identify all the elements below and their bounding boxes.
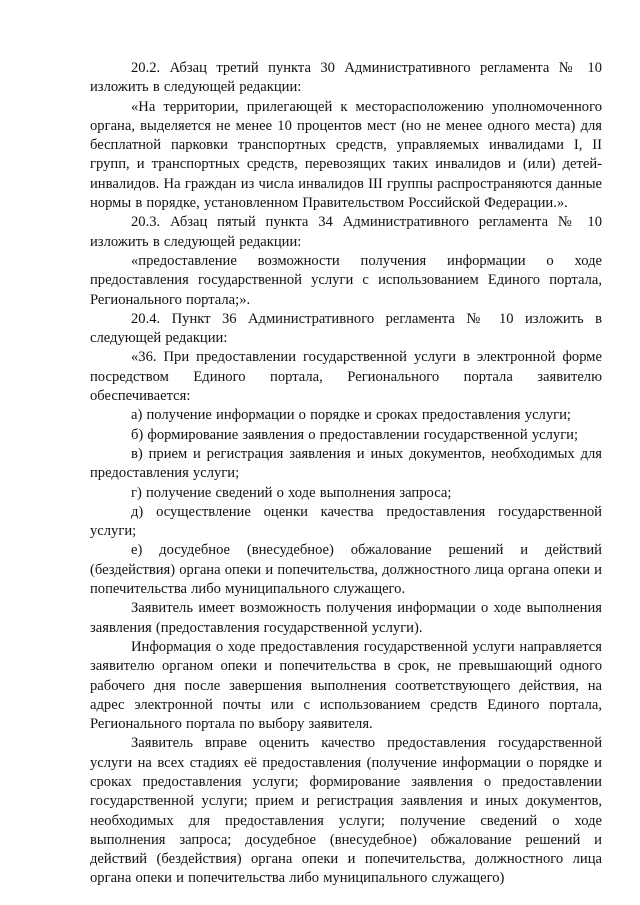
list-item-d: д) осуществление оценки качества предоставления государственной услуги; [90,503,602,540]
list-item-a: а) получение информации о порядке и сроках предоставления услуги; [131,407,571,424]
paragraph-applicant-info: Заявитель имеет возможность получения информации о ходе выполнения заявления (предоставления государственной услуги). [90,600,602,636]
document-body [90,59,602,889]
paragraph-quality-assessment: Заявитель вправе оценить качество предоставления государственной услуги на всех стадиях её предоставления (получение информации о порядке и сроках предоставления услуги; формирование заявления о предоставлении государственной услуги; прием и регистрация заявления и иных документов, необходимых для предоставления услуги; получение сведений о ходе выполнения запроса; досудебное (внесудебное) обжалование решений и действий (бездействия) органа опеки и попечительства, должностного лица органа опеки и попечительства либо муниципального служащего) [90,735,602,887]
list-item-b: б) формирование заявления о предоставлении государственной услуги; [131,426,579,443]
paragraph-20-2-heading: 20.2. Абзац третий пункта 30 Административного регламента № 10 изложить в следующей редакции: [90,60,602,96]
paragraph-portal-info-text: «предоставление возможности получения информации о ходе предоставления государственной услуги с использованием Единого портала, Регионального портала;». [90,252,602,308]
list-item-g: г) получение сведений о ходе выполнения запроса; [131,484,452,501]
list-item-e: е) досудебное (внесудебное) обжалование решений и действий (бездействия) органа опеки и попечительства, должностного лица органа опеки и попечительства либо муниципального служащего. [90,542,602,598]
paragraph-progress-info: Информация о ходе предоставления государственной услуги направляется заявителю органом опеки и попечительства в срок, не превышающий одного рабочего дня после завершения выполнения соответствующего действия, на адрес электронной почты или с использованием средств Единого портала, Регионального портала по выбору заявителя. [90,638,602,733]
paragraph-parking-text: «На территории, прилегающей к месторасположению уполномоченного органа, выделяется не менее 10 процентов мест (но не менее одного места) для бесплатной парковки транспортных средств, управляемых инвалидами I, II групп, и транспортных средств, перевозящих таких инвалидов и (или) детей-инвалидов. На граждан из числа инвалидов III группы распространяются данные нормы в порядке, установленном Правительством Российской Федерации.». [90,98,602,212]
paragraph-20-4-heading: 20.4. Пункт 36 Административного регламента № 10 изложить в следующей редакции: [90,310,602,347]
list-item-v: в) прием и регистрация заявления и иных документов, необходимых для предоставления услуги; [90,445,602,482]
paragraph-20-3-heading: 20.3. Абзац пятый пункта 34 Административного регламента № 10 изложить в следующей редакции: [90,214,602,250]
paragraph-36-intro: «36. При предоставлении государственной услуги в электронной форме посредством Единого портала, Регионального портала заявителю обеспечивается: [90,349,602,405]
